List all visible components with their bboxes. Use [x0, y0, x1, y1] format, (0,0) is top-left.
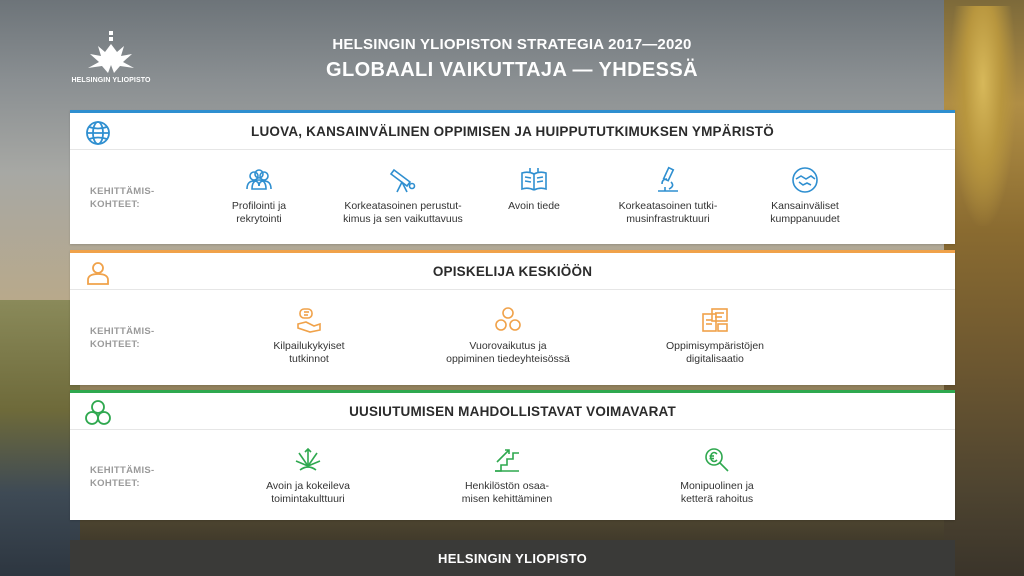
- panel-student-centre: [70, 250, 955, 385]
- panel-title: OPISKELIJA KESKIÖÖN: [432, 263, 593, 279]
- panel-header: [70, 393, 955, 430]
- background-landscape-left: [0, 300, 80, 576]
- target-item-label: Avoin tiede: [508, 200, 560, 212]
- panel-title: UUSIUTUMISEN MAHDOLLISTAVAT VOIMAVARAT: [349, 403, 676, 419]
- footer-text: HELSINGIN YLIOPISTO: [438, 550, 587, 566]
- burst-arrows-icon: [293, 446, 323, 474]
- target-item-open-science: [459, 166, 609, 213]
- strategy-title: GLOBAALI VAIKUTTAJA — YHDESSÄ: [326, 59, 698, 81]
- group-circles-icon: [493, 306, 523, 334]
- target-item-staff-skills: [432, 446, 582, 506]
- target-item-label: Henkilöstön osaa- misen kehittäminen: [461, 480, 553, 505]
- target-item-digitalisation: [640, 306, 790, 366]
- strategy-subtitle: HELSINGIN YLIOPISTON STRATEGIA 2017—2020: [332, 36, 692, 53]
- magnifier-euro-icon: [702, 446, 732, 474]
- target-item-basic-research: [328, 166, 478, 226]
- staircase-icon: [492, 446, 522, 474]
- target-item-partnerships: [730, 166, 880, 226]
- globe-icon: [84, 119, 112, 147]
- target-item-profiling: [184, 166, 334, 226]
- target-item-infrastructure: [593, 166, 743, 226]
- target-item-label: Korkeatasoinen tutki- musinfrastruktuuri: [618, 200, 718, 225]
- kehit-line1: KEHITTÄMIS-: [90, 326, 155, 337]
- target-item-culture: [233, 446, 383, 506]
- development-targets-label: [90, 464, 155, 490]
- footer-bar: [70, 540, 955, 576]
- panel-header: [70, 253, 955, 290]
- kehit-line1: KEHITTÄMIS-: [90, 186, 155, 197]
- development-targets-label: [90, 325, 155, 351]
- digital-documents-icon: [700, 306, 730, 334]
- open-book-icon: [519, 166, 549, 194]
- panel-header: [70, 113, 955, 150]
- panel-title: LUOVA, KANSAINVÄLINEN OPPIMISEN JA HUIPPUTUTKIMUKSEN YMPÄRISTÖ: [251, 123, 774, 139]
- person-icon: [84, 259, 112, 287]
- logo-text: HELSINGIN YLIOPISTO: [71, 77, 151, 84]
- kehit-line2: KOHTEET:: [90, 199, 140, 210]
- target-item-label: Monipuolinen ja ketterä rahoitus: [680, 480, 754, 505]
- telescope-icon: [388, 166, 418, 194]
- target-item-label: Vuorovaikutus ja oppiminen tiedeyhteisössä: [446, 340, 570, 365]
- three-circles-icon: [84, 399, 112, 427]
- target-item-label: Kilpailukykyiset tutkinnot: [273, 340, 345, 365]
- kehit-line2: KOHTEET:: [90, 478, 140, 489]
- panel-resources: [70, 390, 955, 520]
- target-item-label: Oppimisympäristöjen digitalisaatio: [665, 340, 765, 365]
- microscope-icon: [653, 166, 683, 194]
- development-targets-label: [90, 185, 155, 211]
- target-item-interaction: [433, 306, 583, 366]
- target-item-label: Profilointi ja rekrytointi: [231, 200, 287, 225]
- target-item-label: Korkeatasoinen perustut- kimus ja sen vaikuttavuus: [343, 200, 463, 225]
- target-item-label: Kansainväliset kumppanuudet: [770, 200, 840, 225]
- kehit-line1: KEHITTÄMIS-: [90, 465, 155, 476]
- diploma-hand-icon: [294, 306, 324, 334]
- kehit-line2: KOHTEET:: [90, 339, 140, 350]
- target-item-funding: [642, 446, 792, 506]
- target-item-label: Avoin ja kokeileva toimintakulttuuri: [266, 480, 350, 505]
- handshake-icon: [790, 166, 820, 194]
- panel-learning-research: [70, 110, 955, 244]
- people-icon: [244, 166, 274, 194]
- target-item-degrees: [234, 306, 384, 366]
